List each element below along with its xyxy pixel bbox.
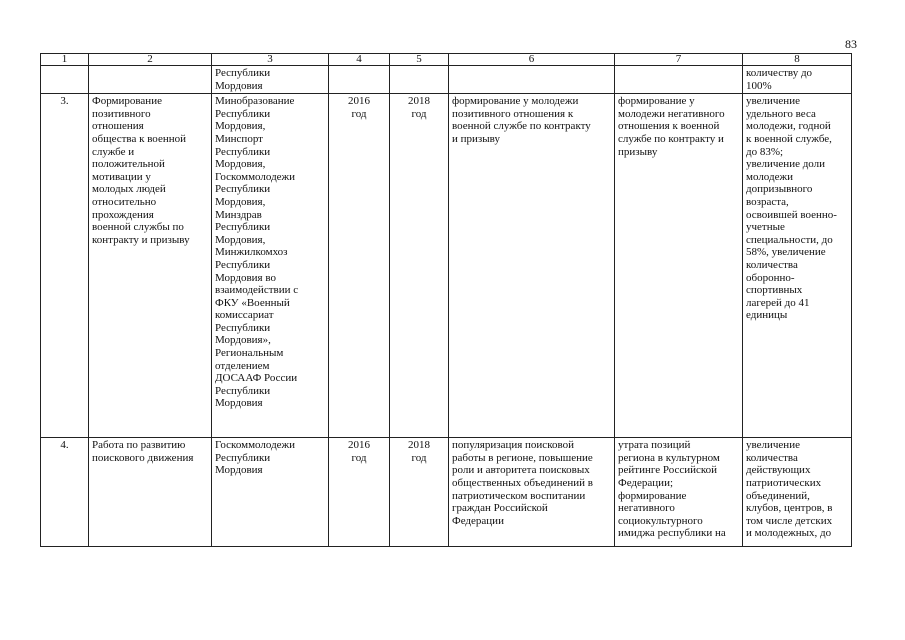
- table-row: [41, 438, 852, 547]
- header-cell: 4: [329, 54, 390, 66]
- expected-result-cell: популяризация поисковой работы в регионе, повышение роли и авторитета поисковых общественных объединений в патриотическом воспитании граждан Российской Федерации: [449, 438, 615, 547]
- expected-result-cell: формирование у молодежи позитивного отношения к военной службе по контракту и призыву: [449, 94, 615, 438]
- executor-cell: Республики Мордовия: [212, 66, 329, 94]
- plan-table: [40, 53, 852, 547]
- measure-cell: Работа по развитию поискового движения: [89, 438, 212, 547]
- consequences-cell: утрата позиций региона в культурном рейтинге Российской Федерации; формирование негативного социокультурного имиджа республики на: [615, 438, 743, 547]
- header-cell: 2: [89, 54, 212, 66]
- table-row: [41, 94, 852, 438]
- end-year-cell: 2018 год: [390, 438, 449, 547]
- consequences-cell: формирование у молодежи негативного отношения к военной службе по контракту и призыву: [615, 94, 743, 438]
- start-year-cell: [329, 66, 390, 94]
- header-cell: 3: [212, 54, 329, 66]
- row-number-cell: [41, 66, 89, 94]
- measure-cell: [89, 66, 212, 94]
- row-number-cell: 3.: [41, 94, 89, 438]
- consequences-cell: [615, 66, 743, 94]
- measure-cell: Формирование позитивного отношения общества к военной службе и положительной мотивации у молодых людей относительно прохождения военной службы по контракту и призыву: [89, 94, 212, 438]
- start-year-cell: 2016 год: [329, 94, 390, 438]
- header-cell: 5: [390, 54, 449, 66]
- end-year-cell: 2018 год: [390, 94, 449, 438]
- row-number-cell: 4.: [41, 438, 89, 547]
- table-header-row: [41, 54, 852, 66]
- header-cell: 8: [743, 54, 852, 66]
- executor-cell: Госкоммолодежи Республики Мордовия: [212, 438, 329, 547]
- header-cell: 1: [41, 54, 89, 66]
- header-cell: 7: [615, 54, 743, 66]
- expected-result-cell: [449, 66, 615, 94]
- table-row: [41, 66, 852, 94]
- end-year-cell: [390, 66, 449, 94]
- indicator-cell: увеличение удельного веса молодежи, годной к военной службе, до 83%; увеличение доли молодежи допризывного возраста, освоившей военно- учетные специальности, до 58%, увеличение количества оборонно- спортивных лагерей до 41 единицы: [743, 94, 852, 438]
- header-cell: 6: [449, 54, 615, 66]
- start-year-cell: 2016 год: [329, 438, 390, 547]
- indicator-cell: количеству до 100%: [743, 66, 852, 94]
- executor-cell: Минобразование Республики Мордовия, Минспорт Республики Мордовия, Госкоммолодежи Республики Мордовия, Минздрав Республики Мордовия, Минжилкомхоз Республики Мордовия во взаимодействии с ФКУ «Военный комиссариат Республики Мордовия», Региональным отделением ДОСААФ России Республики Мордовия: [212, 94, 329, 438]
- indicator-cell: увеличение количества действующих патриотических объединений, клубов, центров, в том числе детских и молодежных, до: [743, 438, 852, 547]
- page-number: 83: [845, 37, 857, 51]
